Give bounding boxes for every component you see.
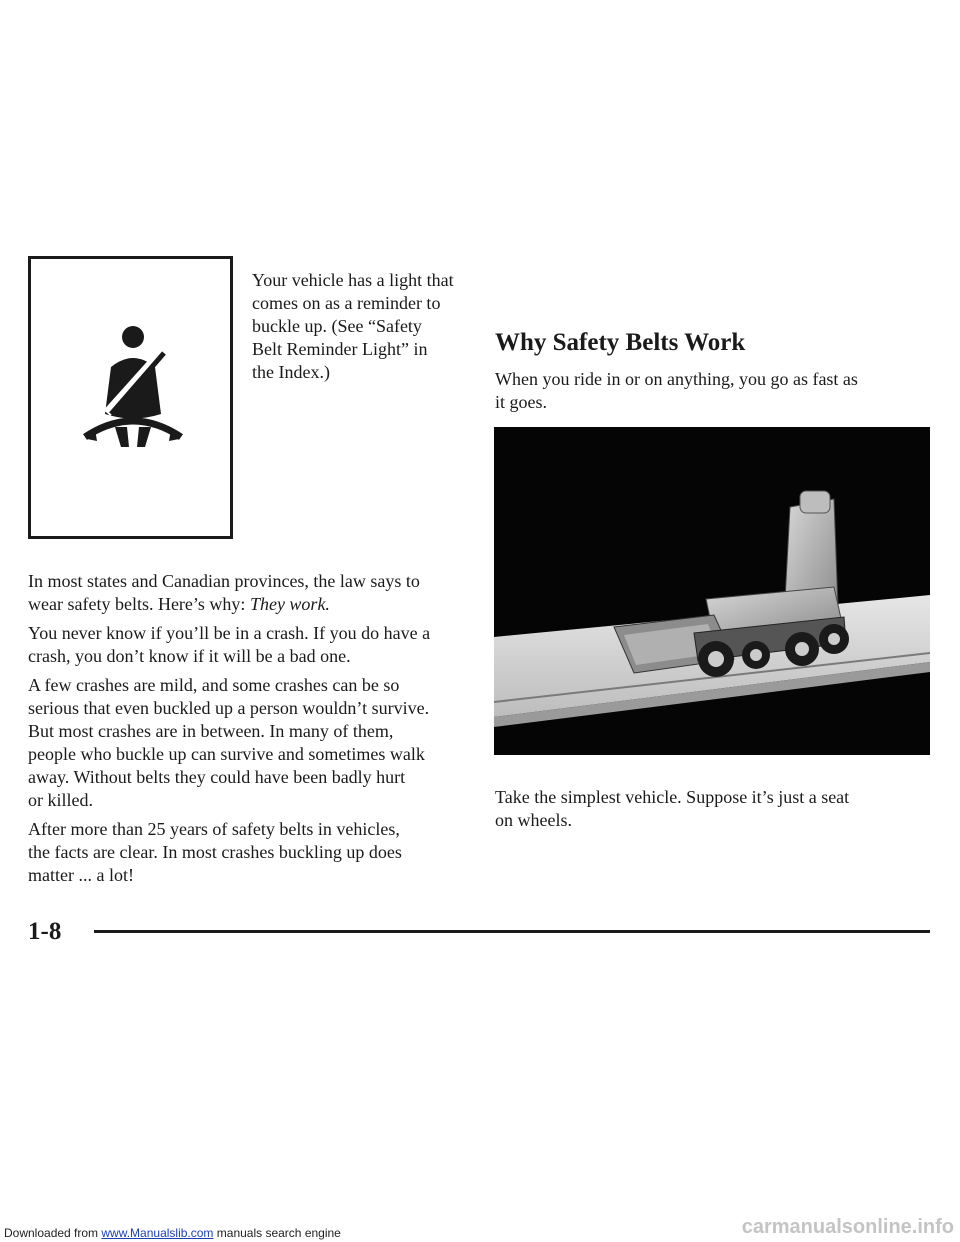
page-number: 1-8 [28,918,62,945]
seatbelt-reminder-icon [81,319,186,459]
paragraph-facts: After more than 25 years of safety belts in vehicles, the facts are clear. In most crashes buckling up does matter ... a lot! [28,819,402,885]
watermark: carmanualsonline.info [741,1216,954,1238]
paragraph-crash: You never know if you’ll be in a crash. If you do have a crash, you don’t know if it will be a bad one. [28,623,431,666]
footer-rule [94,930,930,933]
photo-caption: Take the simplest vehicle. Suppose it’s just a seat on wheels. [495,787,850,830]
emphasis-they-work: They work. [249,594,330,614]
manualslib-link[interactable]: www.Manualslib.com [101,1226,214,1240]
section-heading: Why Safety Belts Work [495,329,746,356]
intro-text: When you ride in or on anything, you go as fast as it goes. [495,369,858,412]
seat-on-wheels-photo [494,427,930,755]
seatbelt-indicator-box [28,256,233,539]
download-footer: Downloaded from www.Manualslib.com manuals search engine [4,1226,341,1240]
reminder-text: Your vehicle has a light that comes on as a reminder to buckle up. (See “Safety Belt Reminder Light” in the Index.) [252,270,454,382]
paragraph-law: In most states and Canadian provinces, the law says to wear safety belts. Here’s why: They work. [28,571,420,614]
paragraph-mild-crashes: A few crashes are mild, and some crashes can be so serious that even buckled up a person wouldn’t survive. But most crashes are in between. In many of them, people who buckle up can survive and sometimes walk away. Without belts they could have been badly hurt or killed. [28,675,430,810]
